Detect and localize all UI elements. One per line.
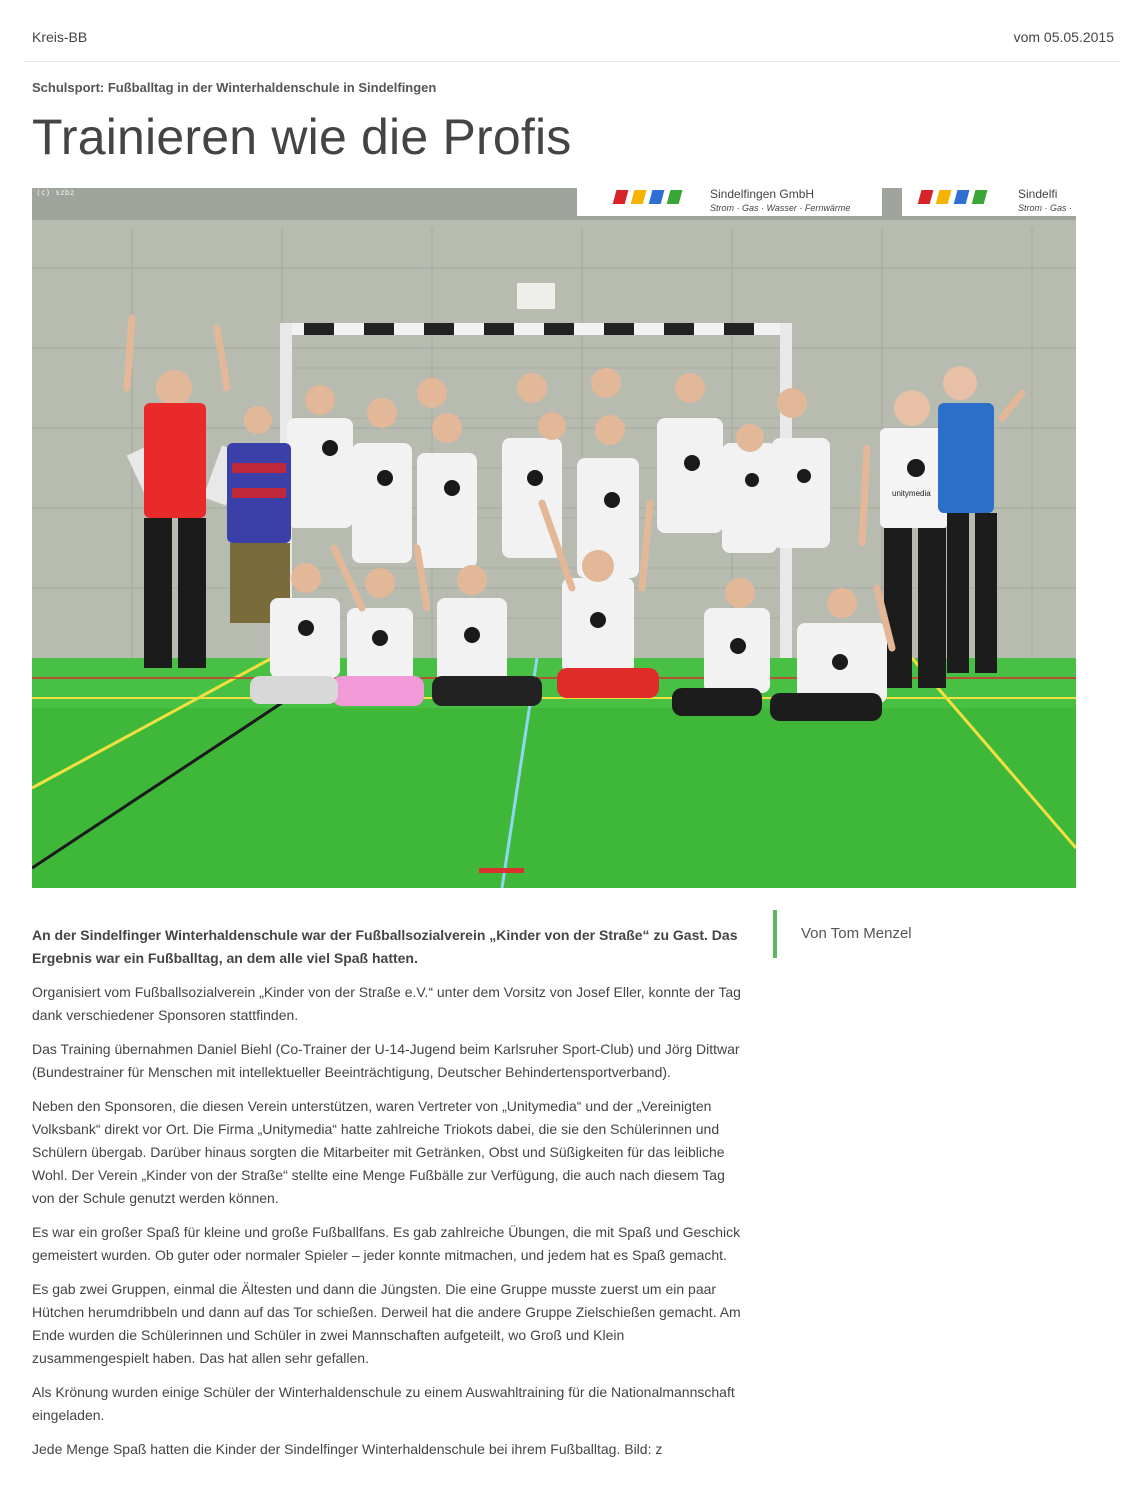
article-kicker: Schulsport: Fußballtag in der Winterhaldenschule in Sindelfingen xyxy=(32,80,437,95)
article-paragraph: Es war ein großer Spaß für kleine und große Fußballfans. Es gab zahlreiche Übungen, die mit Spaß und Geschick gemeistert wurden. Ob guter oder normaler Spieler – jeder konnte mitmachen, und jedem hat es Spaß gemacht. xyxy=(32,1224,741,1263)
shirt-text: unitymedia xyxy=(892,489,931,498)
photo-credit-overlay: (c) szbz xyxy=(36,188,75,197)
banner-text-2: Sindelfi xyxy=(1018,188,1058,201)
article-paragraph: Das Training übernahmen Daniel Biehl (Co-Trainer der U-14-Jugend beim Karlsruher Sport-Club) und Jörg Dittwar (Bundestrainer für Menschen mit intellektueller Beeinträchtigung, Deutscher Behindertensportverband). xyxy=(32,1041,740,1080)
article-paragraph: Neben den Sponsoren, die diesen Verein unterstützen, waren Vertreter von „Unitymedia“ und der „Vereinigten Volksbank“ direkt vor Ort. Die Firma „Unitymedia“ hatte zahlreiche Triokots dabei, die sie den Schülerinnen und Schülern übergab. Darüber hinaus sorgten die Mitarbeiter mit Getränken, Obst und Süßigkeiten für das leibliche Wohl. Der Verein „Kinder von der Straße“ stellte eine Menge Fußbälle zur Verfügung, die auch nach diesem Tag von der Schule genutzt werden können. xyxy=(32,1098,725,1206)
photo-caption: Jede Menge Spaß hatten die Kinder der Sindelfinger Winterhaldenschule bei ihrem Fußballtag. Bild: z xyxy=(32,1441,663,1457)
banner-text-1: Sindelfingen GmbH xyxy=(710,188,815,201)
banner-sub-1: Strom · Gas · Wasser · Fernwärme xyxy=(710,203,851,213)
article-headline: Trainieren wie die Profis xyxy=(32,109,572,165)
article-paragraph: Organisiert vom Fußballsozialverein „Kinder von der Straße e.V.“ unter dem Vorsitz von Josef Eller, konnte der Tag dank verschiedener Sponsoren stattfinden. xyxy=(32,984,741,1023)
section-label[interactable]: Kreis-BB xyxy=(32,29,88,45)
publication-date: vom 05.05.2015 xyxy=(1013,29,1114,45)
article-paragraph: Als Krönung wurden einige Schüler der Winterhaldenschule zu einem Auswahltraining für die Nationalmannschaft eingeladen. xyxy=(32,1384,735,1423)
team-photo-illustration xyxy=(32,188,1076,888)
article-lead: An der Sindelfinger Winterhaldenschule war der Fußballsozialverein „Kinder von der Straße“ zu Gast. Das Ergebnis war ein Fußballtag, an dem alle viel Spaß hatten. xyxy=(32,927,738,966)
article-paragraph: Es gab zwei Gruppen, einmal die Ältesten und dann die Jüngsten. Die eine Gruppe musste zuerst um ein paar Hütchen herumdribbeln und dann auf das Tor schießen. Derweil hat die andere Gruppe Zielschießen gemacht. Am Ende wurden die Schülerinnen und Schüler in zwei Mannschaften aufgeteilt, wo Groß und Klein zusammengespielt haben. Das hat allen sehr gefallen. xyxy=(32,1281,741,1366)
article-photo xyxy=(32,188,1076,888)
author-byline: Von Tom Menzel xyxy=(773,910,912,958)
article-body xyxy=(32,924,744,1472)
top-bar xyxy=(24,0,1120,62)
banner-sub-2: Strom · Gas · xyxy=(1018,203,1073,213)
